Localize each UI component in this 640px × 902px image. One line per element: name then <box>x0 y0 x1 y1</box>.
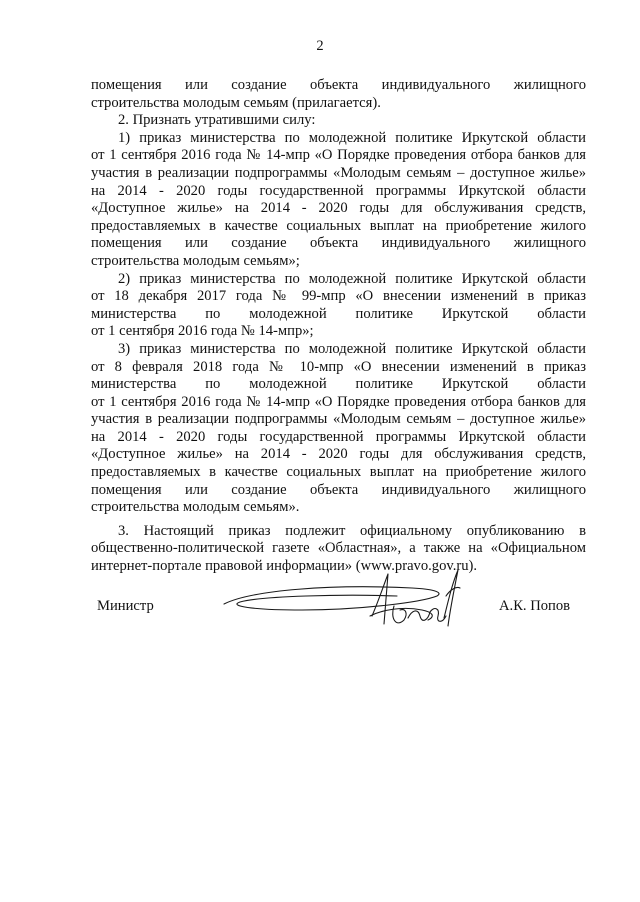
paragraph-subitem-1 <box>91 130 586 271</box>
paragraph-item-2 <box>91 112 586 130</box>
text-line: помещения или создание объекта индивидуального жилищного <box>91 481 586 498</box>
text-line: интернет-портале правовой информации» (www.pravo.gov.ru). <box>91 558 478 575</box>
text-line: 3) приказ министерства по молодежной политике Иркутской области <box>118 340 586 357</box>
text-line: предоставляемых в качестве социальных выплат на приобретение жилого <box>91 217 586 234</box>
text-line: 2. Признать утратившими силу: <box>118 112 316 129</box>
text-line: на 2014 - 2020 годы государственной программы Иркутской области <box>91 428 586 445</box>
signature-block <box>0 598 640 638</box>
text-line: министерства по молодежной политике Иркутской области <box>91 305 586 322</box>
text-line: строительства молодым семьям». <box>91 499 300 516</box>
text-line: министерства по молодежной политике Иркутской области <box>91 376 586 393</box>
paragraph-subitem-2 <box>91 271 586 341</box>
page-number: 2 <box>316 38 324 54</box>
text-line: общественно-политической газете «Областная», а также на «Официальном <box>91 540 586 557</box>
text-line: 2) приказ министерства по молодежной политике Иркутской области <box>118 270 586 287</box>
text-line: «Доступное жилье» на 2014 - 2020 годы для обслуживания средств, <box>91 446 586 463</box>
text-line: 1) приказ министерства по молодежной политике Иркутской области <box>118 129 586 146</box>
text-line: 3. Настоящий приказ подлежит официальному опубликованию в <box>118 522 586 539</box>
paragraph-continuation <box>91 77 586 112</box>
text-line: «Доступное жилье» на 2014 - 2020 годы для обслуживания средств, <box>91 200 586 217</box>
text-line: участия в реализации подпрограммы «Молодым семьям – доступное жилье» <box>91 164 586 181</box>
text-line: от 8 февраля 2018 года № 10-мпр «О внесении изменений в приказ <box>91 358 586 375</box>
text-line: помещения или создание объекта индивидуального жилищного <box>91 77 586 93</box>
paragraph-subitem-3 <box>91 341 586 517</box>
text-line: от 1 сентября 2016 года № 14-мпр «О Порядке проведения отбора банков для <box>91 147 586 164</box>
text-line: от 1 сентября 2016 года № 14-мпр «О Порядке проведения отбора банков для <box>91 393 586 410</box>
text-line: помещения или создание объекта индивидуального жилищного <box>91 235 586 252</box>
text-line: от 1 сентября 2016 года № 14-мпр»; <box>91 323 314 340</box>
document-body <box>91 77 586 576</box>
text-line: строительства молодым семьям»; <box>91 252 300 269</box>
text-line: предоставляемых в качестве социальных выплат на приобретение жилого <box>91 464 586 481</box>
text-line: от 18 декабря 2017 года № 99-мпр «О внесении изменений в приказ <box>91 288 586 305</box>
text-line: строительства молодым семьям (прилагается). <box>91 94 381 111</box>
position-title: Министр <box>97 598 154 614</box>
text-line: на 2014 - 2020 годы государственной программы Иркутской области <box>91 182 586 199</box>
signer-name: А.К. Попов <box>499 598 571 614</box>
text-line: участия в реализации подпрограммы «Молодым семьям – доступное жилье» <box>91 411 586 428</box>
